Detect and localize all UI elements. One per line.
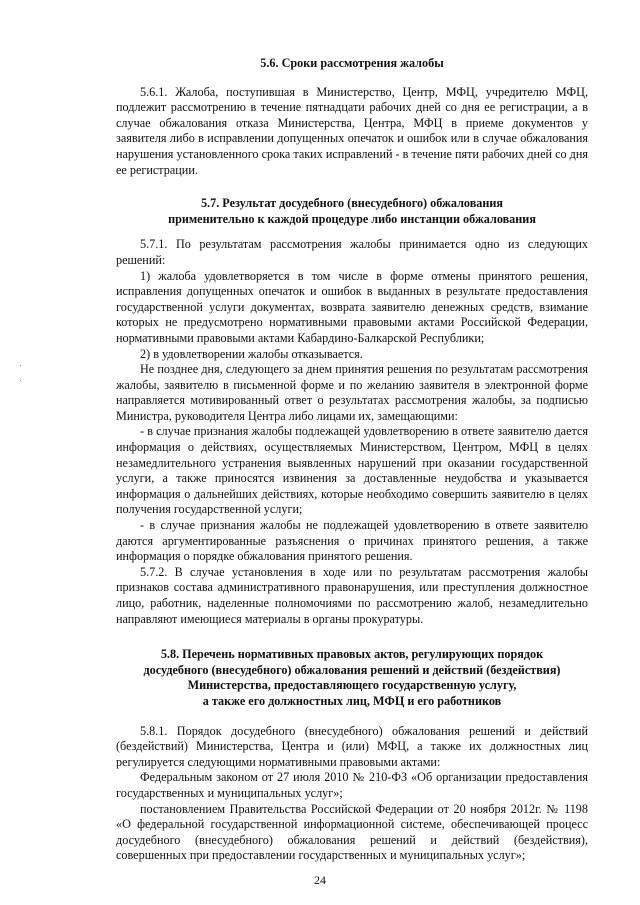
paragraph: Не позднее дня, следующего за днем принятия решения по результатам рассмотрения жалобы, заявителю в письменной форме и по желанию заявителя в электронной форме направляется мотивированный ответ о результатах рассмотрения жалобы, за подписью Министра, руководителя Центра либо лицами их, замещающими: xyxy=(116,362,588,423)
heading-line: а также его должностных лиц, МФЦ и его работников xyxy=(202,693,502,708)
paragraph: 2) в удовлетворении жалобы отказывается. xyxy=(140,346,363,361)
paragraph: 5.6.1. Жалоба, поступившая в Министерство, Центр, МФЦ, учредителю МФЦ, подлежит рассмотрению в течение пятнадцати рабочих дней со дня ее регистрации, а в случае обжалования отказа Министерства, Центра, МФЦ в приеме документов у заявителя либо в исправлении допущенных опечаток и ошибок или в случае обжалования нарушения установленного срока таких исправлений - в течение пяти рабочих дней со дня ее регистрации. xyxy=(116,84,588,177)
paragraph: 5.7.2. В случае установления в ходе или по результатам рассмотрения жалобы признаков состава административного правонарушения, или преступления должностное лицо, работник, наделенные полномочиями по рассмотрению жалоб, незамедлительно направляют имеющиеся материалы в органы прокуратуры. xyxy=(116,564,588,626)
heading-line: 5.6. Сроки рассмотрения жалобы xyxy=(260,56,444,70)
paragraph: - в случае признания жалобы не подлежащей удовлетворению в ответе заявителю даются аргументированные разъяснения о причинах принятого решения, а также информация о порядке обжалования принятого решения. xyxy=(116,518,588,564)
paragraph: 1) жалоба удовлетворяется в том числе в форме отмены принятого решения, исправления допущенных опечаток и ошибок в выданных в результате предоставления государственной услуги документах, возврата заявителю денежных средств, взимание которых не предусмотрено нормативными правовыми актами Российской Федерации, нормативными правовыми актами Кабардино-Балкарской Республики; xyxy=(116,268,588,345)
heading-line: применительно к каждой процедуре либо инстанции обжалования xyxy=(168,211,536,226)
paragraph: 5.7.1. По результатам рассмотрения жалобы принимается одно из следующих решений: xyxy=(116,237,588,267)
page-number: 24 xyxy=(314,873,326,887)
paragraph: Федеральным законом от 27 июля 2010 № 210-ФЗ «Об организации предоставления государственных и муниципальных услуг»; xyxy=(116,770,588,800)
heading-line: 5.7. Результат досудебного (внесудебного) обжалования xyxy=(200,196,504,211)
heading-line: Министерства, предоставляющего государственную услугу, xyxy=(187,678,517,693)
paragraph: - в случае признания жалобы подлежащей удовлетворению в ответе заявителю дается информация о действиях, осуществляемых Министерством, Центром, МФЦ в целях незамедлительного устранения выявленных нарушений при оказании государственной услуги, а также приносятся извинения за доставленные неудобства и указывается информация о дальнейших действиях, которые необходимо совершить заявителю в целях получения государственной услуги; xyxy=(116,424,588,517)
heading-line: досудебного (внесудебного) обжалования решений и действий (бездействия) xyxy=(143,662,561,677)
section-heading-5-6 xyxy=(116,56,588,72)
heading-line: 5.8. Перечень нормативных правовых актов, регулирующих порядок xyxy=(160,647,544,662)
section-heading-5-7 xyxy=(116,196,588,227)
document-page xyxy=(116,40,588,864)
paragraph: постановлением Правительства Российской Федерации от 20 ноября 2012г. № 1198 «О федеральной государственной информационной системе, обеспечивающей процесс досудебного (внесудебного) обжалования решений и действий (бездействия), совершенных при предоставлении государственных и муниципальных услуг»; xyxy=(116,801,588,863)
section-heading-5-8 xyxy=(116,647,588,709)
paragraph: 5.8.1. Порядок досудебного (внесудебного) обжалования решений и действий (бездействий) Министерства, Центра и (или) МФЦ, а также их должностных лиц регулируется следующими нормативными правовыми актами: xyxy=(116,723,588,769)
scan-speck xyxy=(20,380,21,381)
scan-speck xyxy=(20,365,21,366)
